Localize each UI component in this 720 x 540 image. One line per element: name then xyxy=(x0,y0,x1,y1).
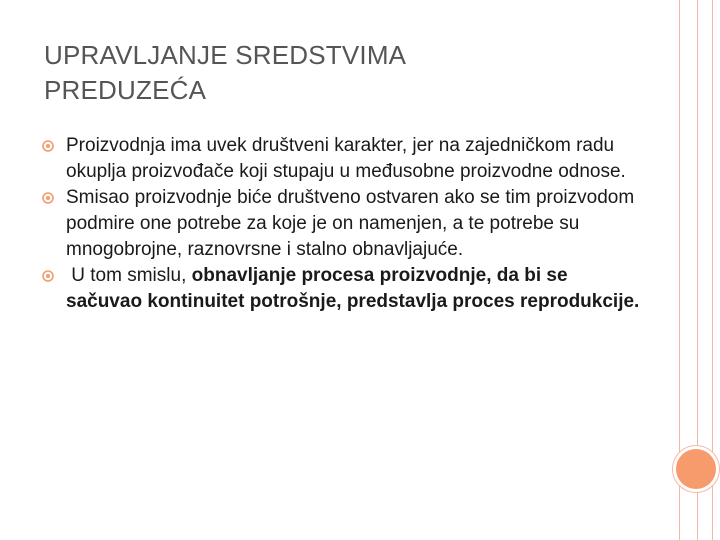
bullet-item xyxy=(42,133,642,185)
bullet-bold-text: obnavljanje procesa proizvodnje, da bi se sačuvao kontinuitet potrošnje, predstavlja proces reprodukcije. xyxy=(66,265,640,312)
bullet-text: U tom smislu, xyxy=(66,265,192,286)
title-line: PREDUZEĆA xyxy=(44,75,207,105)
bullet-text: Proizvodnja ima uvek društveni karakter, jer na zajedničkom radu okuplja proizvođače koji stupaju u međusobne proizvodne odnose. xyxy=(66,135,626,182)
bullet-text: Smisao proizvodnje biće društveno ostvaren ako se tim proizvodom podmire one potrebe za koje je on namenjen, a te potrebe su mnogobrojne, raznovrsne i stalno obnavljajuće. xyxy=(66,187,635,260)
bullet-list xyxy=(42,133,642,315)
sun-icon xyxy=(42,140,54,152)
sun-icon xyxy=(42,192,54,204)
bullet-item xyxy=(42,185,642,263)
decorative-circle xyxy=(676,449,716,489)
sun-icon xyxy=(42,270,54,282)
title-line: UPRAVLJANJE SREDSTVIMA xyxy=(44,40,407,70)
bullet-item xyxy=(42,263,642,315)
slide-title xyxy=(44,38,604,108)
decorative-rail xyxy=(670,0,720,540)
